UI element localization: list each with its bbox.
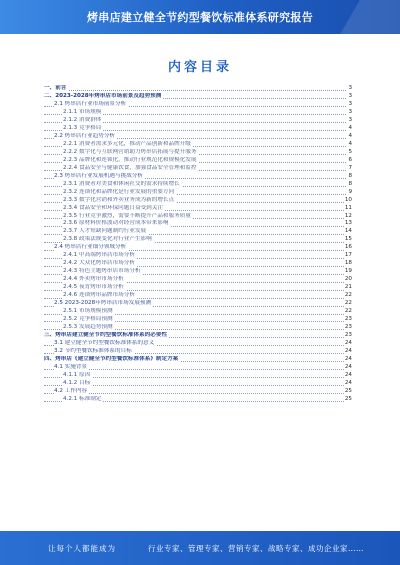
toc-entry[interactable] — [44, 117, 352, 125]
toc-entry-page: 24 — [344, 371, 352, 378]
toc-entry-label: 2.3.5 行业竞争激烈，需要不断提升产品和服务质量 — [63, 212, 191, 219]
toc-entry-label: 2.2.3 品牌化和连锁化，推动行业规范化和规模化发展 — [63, 156, 197, 163]
toc-entry[interactable] — [44, 388, 352, 396]
toc-entry-label: 4.2 工作内容 — [54, 387, 88, 394]
toc-entry[interactable] — [44, 356, 352, 364]
toc-entry[interactable] — [44, 308, 352, 316]
footer-slogan: 让每个人都能成为 — [48, 544, 116, 553]
toc-entry-page: 4 — [348, 132, 352, 139]
toc-entry-page: 25 — [344, 387, 352, 394]
toc-entry-label: 2.3 烤串店行业发展机遇与挑战分析 — [54, 172, 143, 179]
toc-entry[interactable] — [44, 93, 352, 101]
toc-entry[interactable] — [44, 300, 352, 308]
toc-entry-label: 2.3.3 数字化营销和外卖业务成为新的增长点 — [63, 196, 175, 203]
toc-entry-label: 2.2.4 食品安全与健康饮食，加强食品安全管理和监控 — [63, 164, 197, 171]
toc-entry[interactable] — [44, 165, 352, 173]
toc-entry-label: 一、前言 — [44, 85, 67, 91]
toc-entry-label: 2.5.1 市场规模预测 — [63, 308, 113, 315]
toc-entry[interactable] — [44, 125, 352, 133]
toc-entry[interactable] — [44, 340, 352, 348]
toc-entry[interactable] — [44, 284, 352, 292]
toc-entry-label: 2.4.5 夜宵烤串市场分析 — [63, 284, 124, 291]
toc-entry-page: 22 — [344, 308, 352, 315]
toc-entry[interactable] — [44, 85, 352, 93]
toc-entry-page: 8 — [348, 172, 352, 179]
toc-entry-label: 2.4.6 连锁烤串品牌市场分析 — [63, 292, 135, 299]
toc-entry[interactable] — [44, 141, 352, 149]
toc-entry-label: 2.1.1 市场规模 — [63, 108, 102, 115]
toc-entry-label: 2.4.2 大众化烤串店市场分析 — [63, 260, 135, 267]
toc-entry-page: 23 — [344, 332, 352, 339]
toc-entry-page: 22 — [344, 292, 352, 299]
toc-entry-label: 2.3.2 连锁化和品牌化是行业发展的重要方向 — [63, 188, 175, 195]
toc-entry-page: 21 — [344, 284, 352, 291]
toc-entry[interactable] — [44, 316, 352, 324]
toc-entry-label: 2.3.4 食品安全和环保问题日益受到关注 — [63, 204, 163, 211]
toc-entry[interactable] — [44, 276, 352, 284]
toc-entry-label: 2.1 烤串店行业市场前景分析 — [54, 100, 127, 107]
toc-entry-page: 16 — [344, 244, 352, 251]
toc-entry-page: 8 — [348, 180, 352, 187]
toc-entry[interactable] — [44, 252, 352, 260]
toc-entry-label: 三、烤串店建立健全节约型餐饮标准体系的必要性 — [44, 332, 168, 339]
toc-entry-page: 17 — [344, 252, 352, 259]
toc-entry-label: 4.1 实施背景 — [54, 363, 88, 370]
toc-entry-page: 24 — [344, 355, 352, 362]
toc-entry-label: 2.2.1 消费者需求多元化，推动产品创新和品牌升级 — [63, 140, 191, 147]
toc-entry-page: 3 — [348, 85, 352, 91]
toc-entry[interactable] — [44, 244, 352, 252]
toc-entry-page: 3 — [348, 108, 352, 115]
toc-entry-page: 23 — [344, 324, 352, 331]
toc-entry-label: 3.1 建立健全节约型餐饮标准体系的意义 — [54, 340, 155, 346]
toc-heading: 内容目录 — [167, 60, 232, 75]
header-banner — [0, 0, 400, 34]
toc-entry-page: 25 — [344, 395, 352, 402]
toc-entry-page: 24 — [344, 347, 352, 354]
footer-banner — [0, 531, 400, 565]
toc-entry-label: 2.5.3 发展趋势预测 — [63, 324, 113, 331]
toc-entry[interactable] — [44, 101, 352, 109]
toc-entry-label: 4.1.1 原因 — [63, 371, 91, 378]
report-title: 烤串店建立健全节约型餐饮标准体系研究报告 — [87, 11, 313, 24]
toc-entry-label: 2.2 烤串店行业趋势分析 — [54, 132, 116, 139]
toc-entry-page: 11 — [344, 204, 352, 211]
toc-entry-label: 2.1.3 竞争格局 — [63, 124, 102, 131]
toc-entry-label: 2.3.1 消费者对美食和休闲社交的需求持续增长 — [63, 180, 180, 187]
table-of-contents — [44, 85, 352, 404]
toc-entry-page: 3 — [348, 116, 352, 123]
toc-entry[interactable] — [44, 157, 352, 165]
toc-entry-label: 2.5.2 竞争格局预测 — [63, 316, 113, 323]
toc-entry-label: 3.2 节约型餐饮标准体系的目标 — [54, 347, 132, 354]
toc-entry-label: 2.5 2023-2028年烤串店市场发展预测 — [54, 300, 152, 307]
toc-entry[interactable] — [44, 181, 352, 189]
toc-entry-page: 5 — [348, 148, 352, 155]
toc-entry[interactable] — [44, 268, 352, 276]
toc-entry-label: 2.4.1 中高端烤串店市场分析 — [63, 252, 135, 259]
toc-entry-label: 2.4.4 外卖烤串市场分析 — [63, 276, 124, 283]
toc-entry-label: 2.2.2 数字化与互联网营销助力烤串店拓展与提升服务 — [63, 148, 197, 155]
footer-tagline: 行业专家、管理专家、营销专家、战略专家、成功企业家…… — [148, 544, 364, 553]
toc-entry-label: 二、2023-2028年烤串店市场前景及趋势预测 — [44, 92, 162, 99]
toc-entry-page: 4 — [348, 140, 352, 147]
toc-leader-dots — [44, 393, 346, 394]
toc-entry-label: 2.3.8 政策法规变化对行业产生影响 — [63, 236, 152, 243]
toc-entry-page: 12 — [344, 212, 352, 219]
toc-entry[interactable] — [44, 133, 352, 141]
toc-entry[interactable] — [44, 292, 352, 300]
toc-entry[interactable] — [44, 348, 352, 356]
toc-entry-page: 3 — [348, 92, 352, 99]
toc-entry[interactable] — [44, 372, 352, 380]
toc-leader-dots — [44, 369, 346, 370]
toc-entry-page: 14 — [344, 228, 352, 235]
toc-entry[interactable] — [44, 228, 352, 236]
toc-entry[interactable] — [44, 205, 352, 213]
toc-entry[interactable] — [44, 173, 352, 181]
toc-entry-label: 2.4 烤串店行业细分领域分析 — [54, 244, 127, 251]
toc-entry-label: 2.3.6 原材料价格波动对经营成本带来影响 — [63, 220, 169, 227]
toc-entry-label: 4.2.1 标准制定 — [63, 395, 102, 402]
toc-entry-page: 18 — [344, 260, 352, 267]
toc-entry-page: 24 — [344, 340, 352, 346]
toc-entry[interactable] — [44, 364, 352, 372]
toc-entry-page: 23 — [344, 316, 352, 323]
toc-entry-page: 3 — [348, 100, 352, 107]
toc-entry[interactable] — [44, 220, 352, 228]
toc-entry[interactable] — [44, 396, 352, 404]
toc-entry[interactable] — [44, 197, 352, 205]
toc-entry-page: 9 — [348, 188, 352, 195]
toc-entry-label: 4.1.2 目标 — [63, 379, 91, 386]
toc-entry-page: 24 — [344, 363, 352, 370]
toc-entry-page: 22 — [344, 300, 352, 307]
toc-entry[interactable] — [44, 213, 352, 221]
toc-entry-page: 10 — [344, 196, 352, 203]
toc-entry[interactable] — [44, 189, 352, 197]
toc-entry-label: 四、烤串店《建立健全节约型餐饮标准体系》制定方案 — [44, 355, 179, 362]
toc-entry[interactable] — [44, 380, 352, 388]
toc-entry-page: 4 — [348, 124, 352, 131]
toc-entry-label: 2.1.2 消费群体 — [63, 116, 102, 123]
toc-entry[interactable] — [44, 109, 352, 117]
toc-entry-page: 7 — [348, 164, 352, 171]
toc-leader-dots — [44, 90, 346, 91]
toc-entry-page: 24 — [344, 379, 352, 386]
toc-entry-label: 2.4.3 特色主题烤串店市场分析 — [63, 268, 141, 275]
toc-entry-page: 6 — [348, 156, 352, 163]
toc-entry[interactable] — [44, 236, 352, 244]
toc-entry-label: 2.3.7 人才短缺问题制约行业发展 — [63, 228, 147, 235]
toc-entry-page: 13 — [344, 220, 352, 227]
toc-entry-page: 20 — [344, 276, 352, 283]
toc-entry[interactable] — [44, 149, 352, 157]
toc-entry[interactable] — [44, 332, 352, 340]
toc-entry-page: 15 — [344, 236, 352, 243]
toc-entry[interactable] — [44, 260, 352, 268]
toc-entry-page: 19 — [344, 268, 352, 275]
toc-entry[interactable] — [44, 324, 352, 332]
